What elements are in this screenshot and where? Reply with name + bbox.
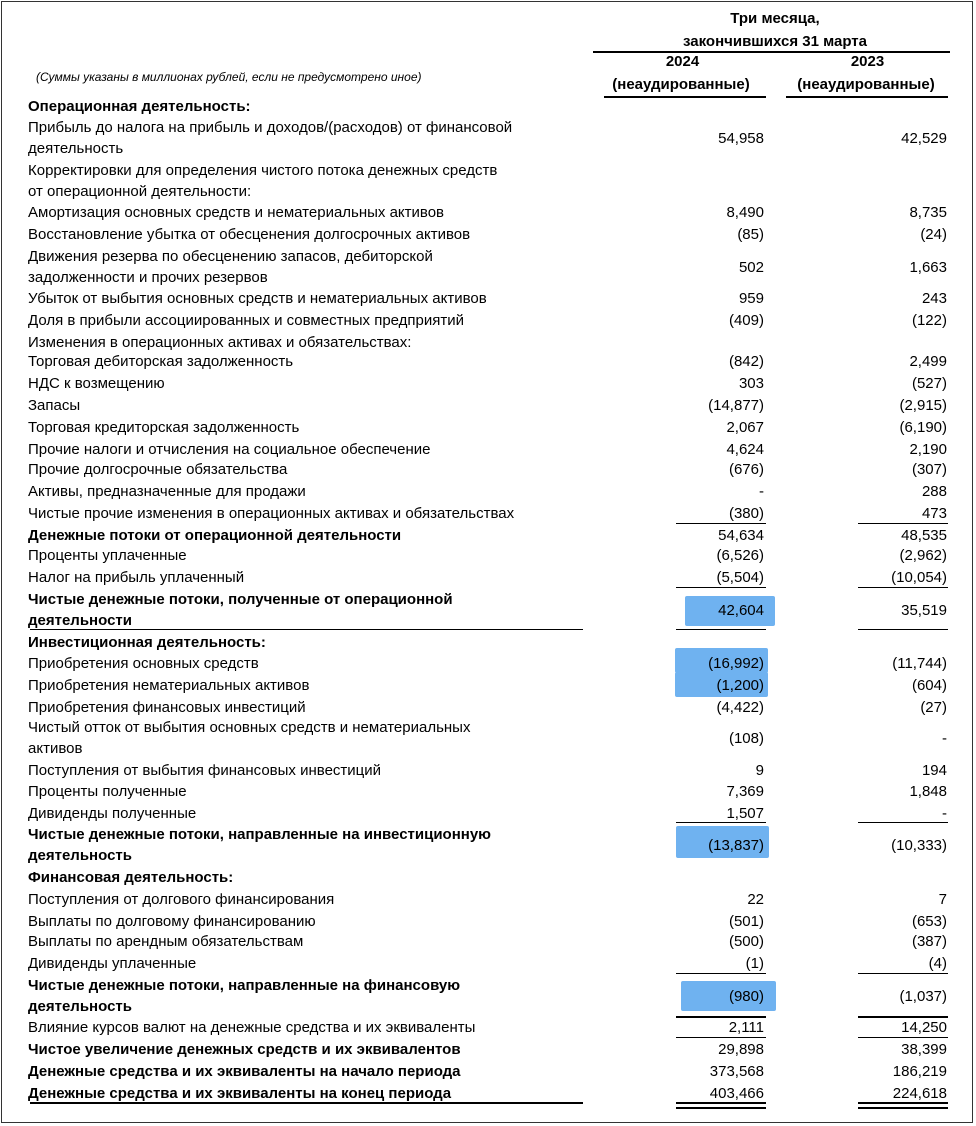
value-2024: (108): [728, 730, 764, 747]
value-2024: 1,507: [726, 805, 764, 822]
value-2023: (27): [920, 699, 947, 716]
value-2023: 35,519: [901, 602, 947, 619]
rule-b-2024: [676, 587, 766, 588]
value-2023: (11,744): [892, 655, 947, 672]
table-row: [0, 781, 976, 802]
value-2024: (5,504): [716, 569, 764, 586]
row-label-text: Корректировки для определения чистого потока денежных средств: [28, 162, 498, 179]
value-2023: (527): [911, 375, 947, 392]
row-label: [28, 525, 588, 546]
rule-c-2024: [676, 629, 766, 630]
table-row: [0, 288, 976, 309]
row-label: [28, 395, 588, 416]
row-label: [28, 1039, 588, 1060]
table-row: [0, 545, 976, 566]
rule-a-2023: [858, 523, 948, 524]
row-label-text: Прибыль до налога на прибыль и доходов/(расходов) от финансовой: [28, 119, 513, 136]
rule-c-2023: [858, 629, 948, 630]
table-row: [0, 246, 976, 288]
value-2023: (653): [911, 913, 947, 930]
table-row: [0, 1061, 976, 1082]
value-2023: 2,190: [909, 441, 947, 458]
value-2024: (1,200): [716, 677, 764, 694]
rule-final-label: [30, 1102, 583, 1104]
row-label: [28, 310, 588, 331]
rule-g-2023: [858, 1016, 948, 1018]
value-2023: 42,529: [901, 130, 947, 147]
row-label-text: Дивиденды уплаченные: [28, 955, 197, 972]
value-2024: (380): [728, 505, 764, 522]
value-2023: (122): [911, 312, 947, 329]
row-label: [28, 697, 588, 718]
table-row: [0, 224, 976, 245]
row-label: [28, 1017, 588, 1038]
value-2024: 8,490: [726, 204, 764, 221]
row-label-text: Инвестиционная деятельность:: [28, 634, 266, 651]
value-2023: (604): [911, 677, 947, 694]
audit-2023-header: (неаудированные): [797, 76, 935, 93]
row-label-text: Дивиденды полученные: [28, 805, 197, 822]
row-label-text: Выплаты по арендным обязательствам: [28, 933, 304, 950]
row-label: [28, 717, 588, 759]
table-row: [0, 310, 976, 331]
value-2023: 8,735: [909, 204, 947, 221]
row-label-text: Приобретения основных средств: [28, 655, 259, 672]
row-label-text: Влияние курсов валют на денежные средства и их эквиваленты: [28, 1019, 476, 1036]
row-label-text: Операционная деятельность:: [28, 98, 251, 115]
units-note: (Суммы указаны в миллионах рублей, если не предусмотрено иное): [36, 70, 422, 84]
value-2024: (14,877): [708, 397, 764, 414]
row-label-text: Торговая кредиторская задолженность: [28, 419, 300, 436]
value-2023: (2,915): [899, 397, 947, 414]
table-row: [0, 439, 976, 460]
row-label: [28, 889, 588, 910]
table-row: [0, 395, 976, 416]
row-label-text: Поступления от долгового финансирования: [28, 891, 335, 908]
row-label-text: Финансовая деятельность:: [28, 869, 234, 886]
value-2024: 9: [755, 762, 764, 779]
value-2023: 224,618: [892, 1085, 947, 1102]
table-row: [0, 824, 976, 866]
table-row: [0, 351, 976, 372]
value-2023: -: [942, 730, 947, 747]
table-row: [0, 96, 976, 117]
row-label: [28, 931, 588, 952]
row-label: [28, 911, 588, 932]
table-row: [0, 1039, 976, 1060]
value-2024: 373,568: [709, 1063, 764, 1080]
row-label-text: Изменения в операционных активах и обязательствах:: [28, 334, 412, 351]
table-row: [0, 803, 976, 824]
row-label: [28, 867, 588, 888]
row-label: [28, 975, 588, 1017]
row-label: [28, 760, 588, 781]
rule-f-2024: [676, 1037, 766, 1038]
row-label: [28, 781, 588, 802]
rule-e-2023: [858, 973, 948, 974]
table-row: [0, 503, 976, 524]
value-2023: 243: [921, 290, 947, 307]
row-label-text: Выплаты по долговому финансированию: [28, 913, 316, 930]
table-row: [0, 889, 976, 910]
row-label: [28, 96, 588, 117]
value-2023: (24): [920, 226, 947, 243]
rule-b-2023: [858, 587, 948, 588]
row-label-text: Приобретения финансовых инвестиций: [28, 699, 306, 716]
value-2024: (4,422): [716, 699, 764, 716]
value-2023: (4): [928, 955, 947, 972]
row-label: [28, 332, 588, 353]
value-2024: -: [759, 483, 764, 500]
table-row: [0, 567, 976, 588]
row-label: [28, 439, 588, 460]
table-row: [0, 1083, 976, 1104]
table-row: [0, 160, 976, 202]
row-label: [28, 160, 588, 202]
value-2023: 186,219: [892, 1063, 947, 1080]
row-label: [28, 224, 588, 245]
rule-f-2023: [858, 1037, 948, 1038]
value-2024: 4,624: [726, 441, 764, 458]
row-label: [28, 632, 588, 653]
value-2024: (16,992): [708, 655, 764, 672]
table-row: [0, 117, 976, 159]
value-2024: (6,526): [716, 547, 764, 564]
value-2023: (1,037): [899, 988, 947, 1005]
table-row: [0, 459, 976, 480]
table-row: [0, 589, 976, 631]
value-2024: (85): [737, 226, 764, 243]
table-row: [0, 1017, 976, 1038]
table-row: [0, 653, 976, 674]
table-row: [0, 697, 976, 718]
table-row: [0, 525, 976, 546]
value-2023: 14,250: [901, 1019, 947, 1036]
value-2023: 1,848: [909, 783, 947, 800]
value-2024: 29,898: [718, 1041, 764, 1058]
value-2023: 7: [938, 891, 947, 908]
value-2023: (10,054): [891, 569, 947, 586]
row-label-text-line2: от операционной деятельности:: [28, 183, 252, 200]
period-header-line1: Три месяца,: [730, 10, 820, 27]
table-row: [0, 481, 976, 502]
value-2023: (307): [911, 461, 947, 478]
value-2023: (2,962): [899, 547, 947, 564]
row-label: [28, 481, 588, 502]
rule-final-2024-a: [676, 1102, 766, 1104]
row-label-text: Чистые денежные потоки, направленные на финансовую: [28, 977, 461, 994]
row-label-text: Налог на прибыль уплаченный: [28, 569, 245, 586]
row-label-text-line2: активов: [28, 740, 83, 757]
row-label-text: Чистые прочие изменения в операционных активах и обязательствах: [28, 505, 515, 522]
row-label: [28, 417, 588, 438]
value-2023: 473: [921, 505, 947, 522]
value-2024: (409): [728, 312, 764, 329]
row-label: [28, 117, 588, 159]
value-2024: 7,369: [726, 783, 764, 800]
row-label-text: Убыток от выбытия основных средств и нематериальных активов: [28, 290, 487, 307]
value-2024: 959: [738, 290, 764, 307]
row-label: [28, 202, 588, 223]
row-label-text: Проценты уплаченные: [28, 547, 187, 564]
value-2023: 1,663: [909, 259, 947, 276]
row-label-text: Прочие налоги и отчисления на социальное обеспечение: [28, 441, 431, 458]
row-label-text: Приобретения нематериальных активов: [28, 677, 310, 694]
value-2024: (13,837): [708, 837, 764, 854]
rule-d-2024: [676, 822, 766, 823]
period-header-line2: закончившихся 31 марта: [683, 33, 867, 50]
row-label-text: Чистый отток от выбытия основных средств и нематериальных: [28, 719, 471, 736]
row-label: [28, 1061, 588, 1082]
row-label: [28, 545, 588, 566]
rule-final-2023-b: [858, 1107, 948, 1109]
year-2024-header: 2024: [665, 53, 700, 70]
value-2024: 54,958: [718, 130, 764, 147]
row-label: [28, 824, 588, 866]
row-label-text-line2: деятельности: [28, 612, 132, 629]
row-label-text: Амортизация основных средств и нематериальных активов: [28, 204, 445, 221]
rule-a-2024: [676, 523, 766, 524]
row-label-text: Торговая дебиторская задолженность: [28, 353, 294, 370]
value-2024: (980): [728, 988, 764, 1005]
value-2023: 48,535: [901, 527, 947, 544]
row-label-text: Денежные средства и их эквиваленты на конец периода: [28, 1085, 452, 1102]
table-row: [0, 760, 976, 781]
value-2024: (1): [745, 955, 764, 972]
row-label: [28, 373, 588, 394]
table-row: [0, 632, 976, 653]
row-label: [28, 675, 588, 696]
table-row: [0, 417, 976, 438]
row-label: [28, 1083, 588, 1104]
value-2024: 42,604: [718, 602, 764, 619]
row-label-text: Прочие долгосрочные обязательства: [28, 461, 288, 478]
row-label-text: Чистое увеличение денежных средств и их эквивалентов: [28, 1041, 461, 1058]
row-label-text: Активы, предназначенные для продажи: [28, 483, 306, 500]
value-2023: 288: [921, 483, 947, 500]
value-2023: 2,499: [909, 353, 947, 370]
value-2024: 502: [738, 259, 764, 276]
rule-b-label: [30, 629, 583, 630]
value-2023: (10,333): [891, 837, 947, 854]
table-row: [0, 332, 976, 353]
row-label-text: Движения резерва по обесценению запасов, дебиторской: [28, 248, 433, 265]
value-2023: (387): [911, 933, 947, 950]
row-label: [28, 351, 588, 372]
table-row: [0, 202, 976, 223]
row-label-text: Запасы: [28, 397, 81, 414]
row-label: [28, 459, 588, 480]
table-row: [0, 975, 976, 1017]
row-label-text: Чистые денежные потоки, полученные от операционной: [28, 591, 453, 608]
row-label-text: Денежные потоки от операционной деятельности: [28, 527, 402, 544]
row-label-text: НДС к возмещению: [28, 375, 165, 392]
table-row: [0, 953, 976, 974]
row-label-text: Чистые денежные потоки, направленные на инвестиционную: [28, 826, 491, 843]
row-label-text-line2: деятельность: [28, 998, 132, 1015]
table-row: [0, 675, 976, 696]
value-2024: 54,634: [718, 527, 764, 544]
value-2024: (676): [728, 461, 764, 478]
value-2024: 303: [738, 375, 764, 392]
audit-2024-header: (неаудированные): [612, 76, 750, 93]
row-label: [28, 803, 588, 824]
row-label: [28, 567, 588, 588]
value-2024: 2,111: [728, 1019, 764, 1036]
value-2023: (6,190): [899, 419, 947, 436]
value-2024: (500): [728, 933, 764, 950]
row-label: [28, 503, 588, 524]
rule-g-2024: [676, 1016, 766, 1018]
row-label-text-line2: деятельность: [28, 140, 124, 157]
row-label: [28, 589, 588, 631]
row-label-text-line2: задолженности и прочих резервов: [28, 269, 268, 286]
rule-final-2023-a: [858, 1102, 948, 1104]
value-2024: (842): [728, 353, 764, 370]
row-label: [28, 953, 588, 974]
row-label-text: Восстановление убытка от обесценения долгосрочных активов: [28, 226, 471, 243]
table-row: [0, 931, 976, 952]
row-label: [28, 288, 588, 309]
value-2024: 2,067: [726, 419, 764, 436]
rule-final-2024-b: [676, 1107, 766, 1109]
row-label-text-line2: деятельность: [28, 847, 132, 864]
rule-e-2024: [676, 973, 766, 974]
value-2023: 194: [921, 762, 947, 779]
value-2023: -: [942, 805, 947, 822]
table-row: [0, 717, 976, 759]
table-row: [0, 911, 976, 932]
year-2023-header: 2023: [850, 53, 885, 70]
value-2024: 22: [747, 891, 764, 908]
row-label-text: Денежные средства и их эквиваленты на начало периода: [28, 1063, 461, 1080]
row-label: [28, 246, 588, 288]
rule-d-2023: [858, 822, 948, 823]
row-label-text: Проценты полученные: [28, 783, 187, 800]
table-row: [0, 373, 976, 394]
value-2023: 38,399: [901, 1041, 947, 1058]
row-label-text: Доля в прибыли ассоциированных и совместных предприятий: [28, 312, 465, 329]
table-row: [0, 867, 976, 888]
row-label: [28, 653, 588, 674]
value-2024: 403,466: [709, 1085, 764, 1102]
value-2024: (501): [728, 913, 764, 930]
row-label-text: Поступления от выбытия финансовых инвестиций: [28, 762, 382, 779]
